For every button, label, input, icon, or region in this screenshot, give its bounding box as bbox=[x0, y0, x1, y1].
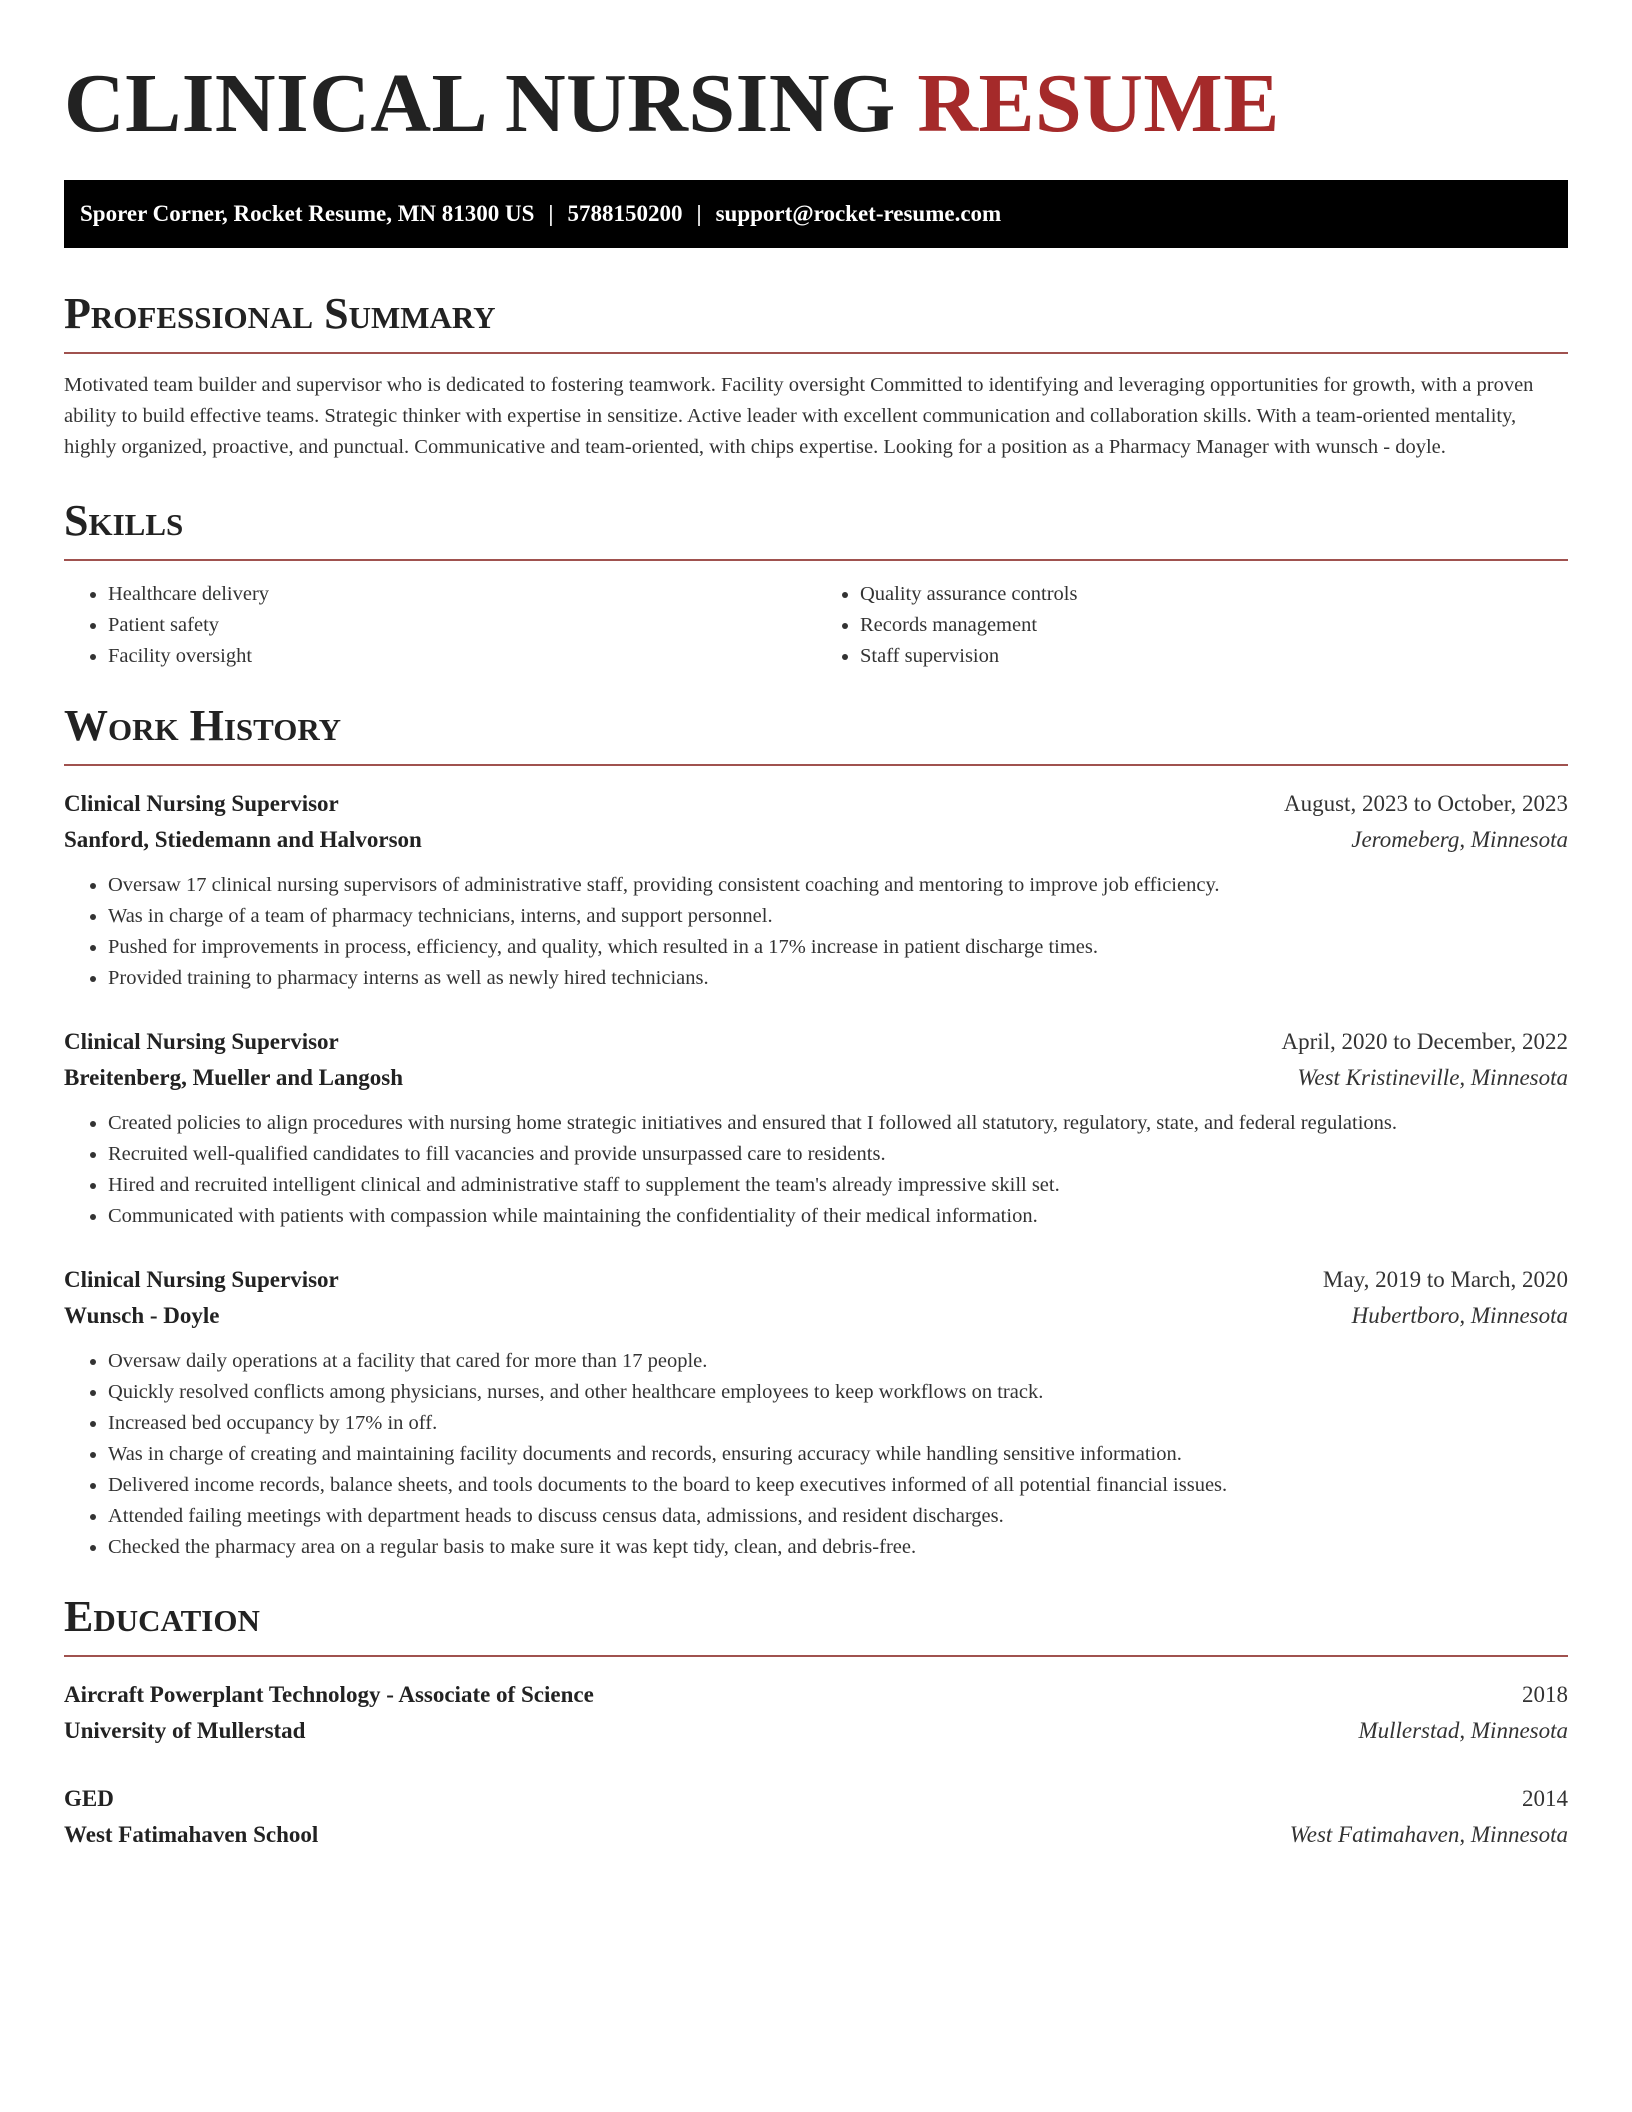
contact-phone: 5788150200 bbox=[567, 201, 683, 226]
resume-title bbox=[64, 58, 1568, 150]
job-bullet: • Attended failing meetings with department heads to discuss census data, admissions, and resident discharges. bbox=[108, 1501, 1568, 1532]
skill-item: • Facility oversight bbox=[108, 641, 816, 672]
job-bullet: • Hired and recruited intelligent clinical and administrative staff to supplement the team's already impressive skill set. bbox=[108, 1170, 1568, 1201]
job-entry bbox=[64, 1024, 1568, 1232]
work-history-section bbox=[64, 700, 1568, 1563]
section-heading-summary: Professional Summary bbox=[64, 289, 496, 338]
job-bullets bbox=[64, 1346, 1568, 1563]
job-bullet: • Communicated with patients with compassion while maintaining the confidentiality of their medical information. bbox=[108, 1201, 1568, 1232]
job-bullet: • Oversaw daily operations at a facility that cared for more than 17 people. bbox=[108, 1346, 1568, 1377]
job-bullet: • Was in charge of creating and maintaining facility documents and records, ensuring accuracy while handling sensitive information. bbox=[108, 1439, 1568, 1470]
education-year: 2014 bbox=[1522, 1786, 1568, 1811]
skill-item: • Quality assurance controls bbox=[860, 579, 1568, 610]
job-dates: April, 2020 to December, 2022 bbox=[1281, 1029, 1568, 1054]
title-accent: RESUME bbox=[917, 57, 1280, 150]
contact-bar bbox=[64, 180, 1568, 248]
skills-column-left bbox=[64, 579, 816, 672]
job-bullet: • Quickly resolved conflicts among physicians, nurses, and other healthcare employees to keep workflows on track. bbox=[108, 1377, 1568, 1408]
job-bullet: • Recruited well-qualified candidates to fill vacancies and provide unsurpassed care to residents. bbox=[108, 1139, 1568, 1170]
contact-address: Sporer Corner, Rocket Resume, MN 81300 US bbox=[80, 201, 535, 226]
summary-section bbox=[64, 288, 1568, 463]
section-divider bbox=[64, 1655, 1568, 1657]
section-divider bbox=[64, 559, 1568, 561]
job-company: Breitenberg, Mueller and Langosh bbox=[64, 1065, 404, 1090]
skill-item: • Records management bbox=[860, 610, 1568, 641]
job-bullet: • Delivered income records, balance sheets, and tools documents to the board to keep executives informed of all potential financial issues. bbox=[108, 1470, 1568, 1501]
skills-column-right bbox=[816, 579, 1568, 672]
job-title: Clinical Nursing Supervisor bbox=[64, 1029, 339, 1054]
education-year: 2018 bbox=[1522, 1682, 1568, 1707]
section-divider bbox=[64, 352, 1568, 354]
summary-text: Motivated team builder and supervisor who is dedicated to fostering teamwork. Facility oversight Committed to identifying and leveraging opportunities for growth, with a proven ability to build effective teams. Strategic thinker with expertise in sensitize. Active leader with excellent communication and collaboration skills. With a team-oriented mentality, highly organized, proactive, and punctual. Communicative and team-oriented, with chips expertise. Looking for a position as a Pharmacy Manager with wunsch - doyle. bbox=[64, 374, 1534, 458]
education-section bbox=[64, 1591, 1568, 1853]
job-location: Jeromeberg, Minnesota bbox=[1351, 827, 1568, 852]
skill-item: • Staff supervision bbox=[860, 641, 1568, 672]
education-degree: GED bbox=[64, 1786, 114, 1811]
job-bullet: • Checked the pharmacy area on a regular basis to make sure it was kept tidy, clean, and debris-free. bbox=[108, 1532, 1568, 1563]
section-divider bbox=[64, 764, 1568, 766]
skill-item: • Patient safety bbox=[108, 610, 816, 641]
title-main: CLINICAL NURSING bbox=[64, 57, 896, 150]
job-company: Wunsch - Doyle bbox=[64, 1303, 220, 1328]
job-entry bbox=[64, 786, 1568, 994]
job-bullet: • Was in charge of a team of pharmacy technicians, interns, and support personnel. bbox=[108, 901, 1568, 932]
job-bullets bbox=[64, 870, 1568, 994]
education-location: Mullerstad, Minnesota bbox=[1358, 1718, 1568, 1743]
section-heading-education: Education bbox=[64, 1592, 260, 1641]
job-company: Sanford, Stiedemann and Halvorson bbox=[64, 827, 422, 852]
skill-item: • Healthcare delivery bbox=[108, 579, 816, 610]
job-title: Clinical Nursing Supervisor bbox=[64, 791, 339, 816]
section-heading-work: Work History bbox=[64, 701, 342, 750]
job-dates: May, 2019 to March, 2020 bbox=[1322, 1267, 1568, 1292]
job-location: Hubertboro, Minnesota bbox=[1351, 1303, 1568, 1328]
job-bullet: • Pushed for improvements in process, efficiency, and quality, which resulted in a 17% increase in patient discharge times. bbox=[108, 932, 1568, 963]
job-bullet: • Provided training to pharmacy interns as well as newly hired technicians. bbox=[108, 963, 1568, 994]
education-location: West Fatimahaven, Minnesota bbox=[1289, 1822, 1568, 1847]
contact-separator: | bbox=[548, 201, 554, 226]
job-bullet: • Created policies to align procedures with nursing home strategic initiatives and ensured that I followed all statutory, regulatory, state, and federal regulations. bbox=[108, 1108, 1568, 1139]
contact-email: support@rocket-resume.com bbox=[715, 201, 1002, 226]
job-dates: August, 2023 to October, 2023 bbox=[1284, 791, 1568, 816]
education-entry bbox=[64, 1677, 1568, 1749]
job-bullet: • Increased bed occupancy by 17% in off. bbox=[108, 1408, 1568, 1439]
section-heading-skills: Skills bbox=[64, 496, 184, 545]
job-bullet: • Oversaw 17 clinical nursing supervisors of administrative staff, providing consistent coaching and mentoring to improve job efficiency. bbox=[108, 870, 1568, 901]
job-title: Clinical Nursing Supervisor bbox=[64, 1267, 339, 1292]
education-school: University of Mullerstad bbox=[64, 1718, 306, 1743]
skills-section bbox=[64, 495, 1568, 672]
contact-separator: | bbox=[696, 201, 702, 226]
job-entry bbox=[64, 1262, 1568, 1563]
education-degree: Aircraft Powerplant Technology - Associate of Science bbox=[64, 1682, 594, 1707]
education-school: West Fatimahaven School bbox=[64, 1822, 319, 1847]
job-bullets bbox=[64, 1108, 1568, 1232]
job-location: West Kristineville, Minnesota bbox=[1297, 1065, 1568, 1090]
skills-list bbox=[64, 579, 1568, 672]
education-entry bbox=[64, 1781, 1568, 1853]
